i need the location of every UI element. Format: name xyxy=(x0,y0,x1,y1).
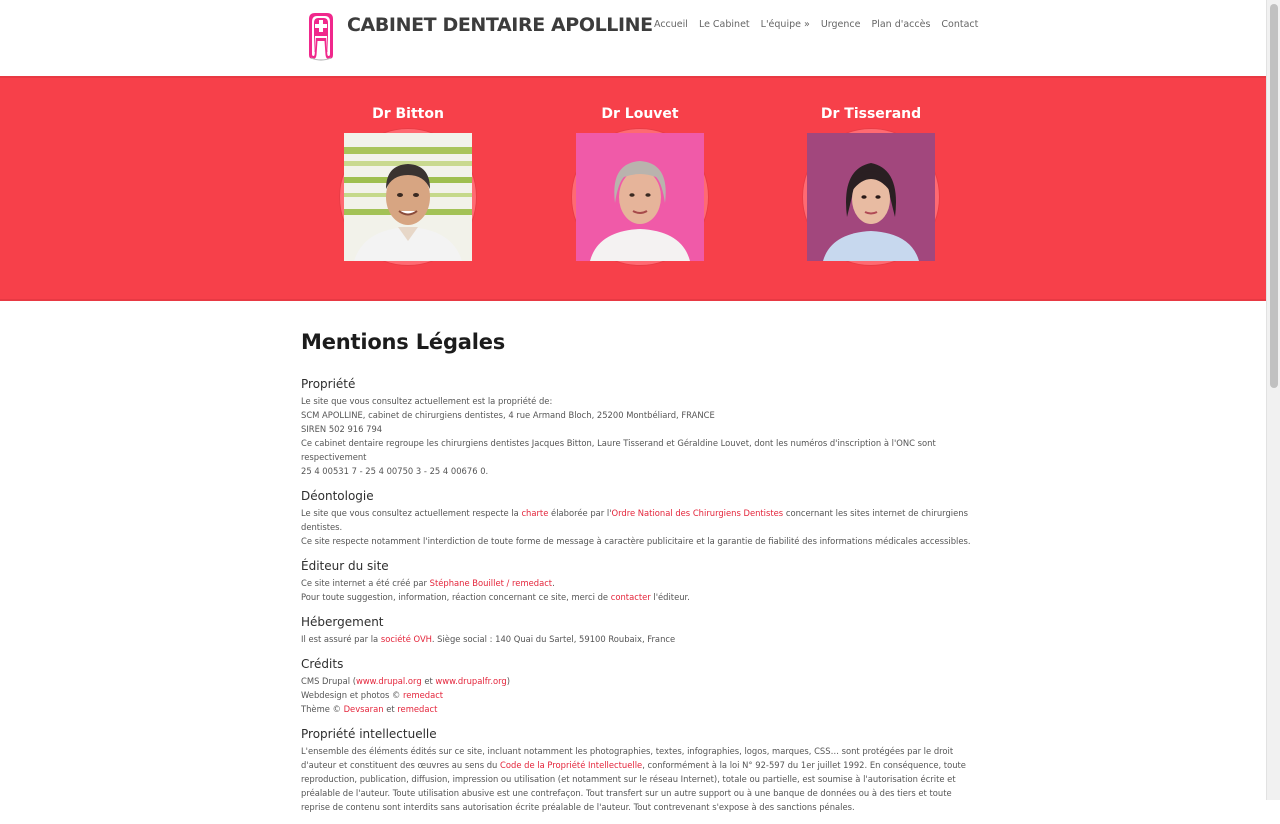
section-hebergement xyxy=(301,614,981,646)
portrait-dr-louvet[interactable] xyxy=(572,129,708,265)
section-deontologie xyxy=(301,488,981,548)
text: L'ensemble des éléments édités sur ce site, incluant notamment les photographies, textes, infographies, logos, marques, CSS… sont protégées par le droit d'auteur et constituent des œuvres au sens du xyxy=(301,746,954,770)
nav-urgence[interactable]: Urgence xyxy=(820,19,861,30)
text: et xyxy=(421,676,436,686)
contacter-link[interactable]: contacter xyxy=(610,592,651,602)
page-title: Mentions Légales xyxy=(301,330,506,354)
text: l'éditeur. xyxy=(650,592,690,602)
section-propriete xyxy=(301,376,981,478)
nav-contact[interactable]: Contact xyxy=(941,19,979,30)
section-credits xyxy=(301,656,981,716)
remedact-link[interactable]: remedact xyxy=(403,690,444,700)
text: Webdesign et photos © xyxy=(301,690,404,700)
section-text xyxy=(301,632,981,646)
site-header xyxy=(0,0,1266,76)
doctor-name[interactable]: Dr Louvet xyxy=(601,106,679,122)
text: concernant les sites internet de chirurgiens dentistes. xyxy=(301,508,968,532)
section-text xyxy=(301,576,981,604)
doctor-card-bitton[interactable] xyxy=(338,105,478,265)
text: Thème © xyxy=(301,704,344,714)
text: Il est assuré par la xyxy=(301,634,381,644)
code-propriete-link[interactable]: Code de la Propriété Intellectuelle xyxy=(500,760,643,770)
text: élaborée par l' xyxy=(548,508,612,518)
text-line: 25 4 00531 7 - 25 4 00750 3 - 25 4 00676 0. xyxy=(301,466,489,476)
text: ) xyxy=(506,676,511,686)
charte-link[interactable]: charte xyxy=(521,508,549,518)
section-heading: Éditeur du site xyxy=(301,559,389,573)
section-text xyxy=(301,394,981,478)
nav-accueil[interactable]: Accueil xyxy=(654,19,688,30)
text-line: Le site que vous consultez actuellement est la propriété de: xyxy=(301,396,553,406)
section-propriete-intellectuelle xyxy=(301,726,981,814)
section-heading: Hébergement xyxy=(301,615,384,629)
drupalfr-link[interactable]: www.drupalfr.org xyxy=(435,676,507,686)
text-line: SIREN 502 916 794 xyxy=(301,424,383,434)
nav-equipe[interactable]: L'équipe » xyxy=(760,19,810,30)
text: Le site que vous consultez actuellement respecte la xyxy=(301,508,522,518)
portrait-dr-tisserand[interactable] xyxy=(803,129,939,265)
doctor-card-louvet[interactable] xyxy=(570,105,710,265)
section-heading: Propriété xyxy=(301,377,356,391)
site-name[interactable]: CABINET DENTAIRE APOLLINE xyxy=(347,14,653,36)
doctor-card-tisserand[interactable] xyxy=(801,105,941,265)
tooth-cross-icon[interactable] xyxy=(306,11,336,61)
section-heading: Crédits xyxy=(301,657,344,671)
section-heading: Déontologie xyxy=(301,489,374,503)
nav-le-cabinet[interactable]: Le Cabinet xyxy=(698,19,750,30)
doctor-name[interactable]: Dr Tisserand xyxy=(820,106,922,122)
editeur-link[interactable]: Stéphane Bouillet / remedact xyxy=(429,578,553,588)
text: . Siège social : 140 Quai du Sartel, 59100 Roubaix, France xyxy=(431,634,676,644)
remedact-theme-link[interactable]: remedact xyxy=(397,704,438,714)
devsaran-link[interactable]: Devsaran xyxy=(343,704,384,714)
ovh-link[interactable]: société OVH xyxy=(380,634,432,644)
section-heading: Propriété intellectuelle xyxy=(301,727,437,741)
text-line: Ce cabinet dentaire regroupe les chirurgiens dentistes Jacques Bitton, Laure Tisserand et Géraldine Louvet, dont les numéros d'inscription à l'ONC sont respectivement xyxy=(301,438,936,462)
scrollbar-thumb[interactable] xyxy=(1270,4,1278,388)
text-line: SCM APOLLINE, cabinet de chirurgiens dentistes, 4 rue Armand Bloch, 25200 Montbéliard, FRANCE xyxy=(301,410,715,420)
ordre-national-link[interactable]: Ordre National des Chirurgiens Dentistes xyxy=(611,508,784,518)
text: et xyxy=(383,704,398,714)
portrait-dr-bitton[interactable] xyxy=(340,129,476,265)
team-band xyxy=(0,76,1266,301)
text: . xyxy=(552,578,555,588)
text: , conformément à la loi N° 92-597 du 1er juillet 1992. En conséquence, toute reproduction, publication, diffusion, impression ou utilisation (et notamment sur le réseau Internet), totale ou partielle, est soumise à l'autorisation écrite et préalable de l'auteur. Toute utilisation abusive est une contrefaçon. Tout transfert sur un autre support ou à une banque de données ou à des tiers et toute reprise de contenu sont interdits sans autorisation écrite préalable de l'auteur. Tout contrevenant s'expose à des sanctions pénales. xyxy=(301,760,966,812)
section-text xyxy=(301,744,981,814)
text: Pour toute suggestion, information, réaction concernant ce site, merci de xyxy=(301,592,611,602)
nav-plan-acces[interactable]: Plan d'accès xyxy=(871,19,931,30)
section-editeur xyxy=(301,558,981,604)
section-text xyxy=(301,674,981,716)
text: CMS Drupal ( xyxy=(301,676,356,686)
main-content xyxy=(301,330,981,824)
main-nav xyxy=(654,19,978,30)
section-text xyxy=(301,506,981,548)
page-scrollbar[interactable] xyxy=(1266,0,1280,800)
doctor-name[interactable]: Dr Bitton xyxy=(372,106,444,122)
text-line: Ce site respecte notamment l'interdiction de toute forme de message à caractère publicitaire et la garantie de fiabilité des informations médicales accessibles. xyxy=(301,536,971,546)
text: Ce site internet a été créé par xyxy=(301,578,430,588)
drupal-link[interactable]: www.drupal.org xyxy=(355,676,422,686)
